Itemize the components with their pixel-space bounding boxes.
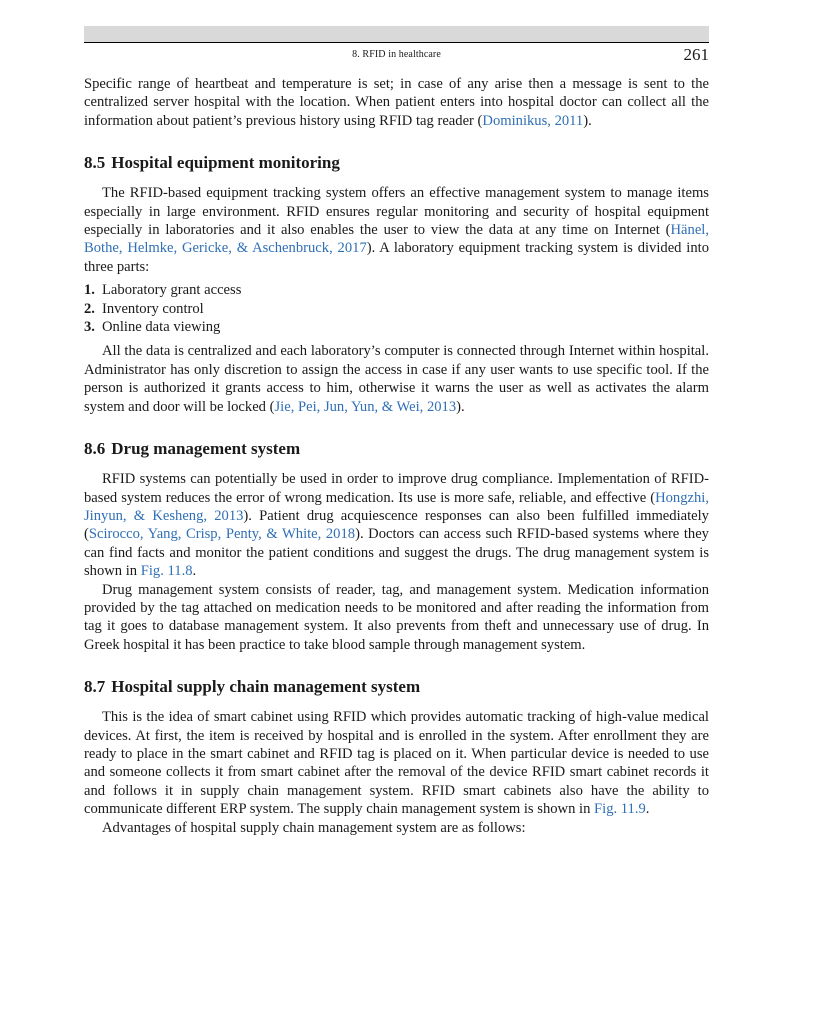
section-heading-8-5: 8.5 Hospital equipment monitoring [84, 153, 340, 173]
paragraph: This is the idea of smart cabinet using RFID which provides automatic tracking of high-value medical devices. At first, the item is received by hospital and is enrolled in the system. After enrollment they are ready to place in the smart cabinet and RFID tag is placed on it. When particular device is needed to use and someone collects it from smart cabinet after the removal of the device RFID smart cabinet records it and follows it in supply chain management system. RFID smart cabinets also have the ability to communicate different ERP system. The supply chain management system is shown in Fig. 11.9. [84, 709, 709, 818]
paragraph: Drug management system consists of reader, tag, and management system. Medication information provided by the tag attached on medication needs to be monitored and after reading the information from tag it goes to database management system. It also prevents from theft and unnecessary use of drug. In Greek hospital it has been practice to take blood sample through management system. [84, 581, 709, 653]
paragraph: Advantages of hospital supply chain management system are as follows: [102, 819, 526, 836]
citation-link[interactable]: Hongzhi, Jinyun, & Kesheng, 2013 [84, 489, 709, 524]
section-heading-8-7: 8.7 Hospital supply chain management system [84, 677, 421, 697]
list-item: 2. Inventory control [84, 300, 204, 317]
page-number: 261 [683, 45, 709, 64]
section-heading-8-6: 8.6 Drug management system [84, 439, 301, 459]
header-bar [84, 26, 709, 43]
running-head [84, 43, 709, 69]
intro-paragraph: Specific range of heartbeat and temperature is set; in case of any arise then a message is sent to the centralized server hospital with the location. When patient enters into hospital doctor can collect all the information about patient’s previous history using RFID tag reader (Dominikus, 2011). [84, 76, 709, 129]
list-item: 3. Online data viewing [84, 319, 221, 336]
paragraph: RFID systems can potentially be used in order to improve drug compliance. Implementation of RFID-based system reduces the error of wrong medication. Its use is more safe, reliable, and effective (Hongzhi, Jinyun, & Kesheng, 2013). Patient drug acquiescence responses can also been fulfilled immediately (Scirocco, Yang, Crisp, Penty, & White, 2018). Doctors can access such RFID-based systems where they can find facts and monitor the patient conditions and suggest the drugs. The drug management system is shown in Fig. 11.8. [84, 471, 709, 580]
page [84, 26, 709, 837]
figure-link[interactable]: Fig. 11.9 [594, 801, 646, 818]
parts-list [84, 281, 709, 336]
citation-link[interactable]: Scirocco, Yang, Crisp, Penty, & White, 2018 [88, 526, 356, 543]
figure-link[interactable]: Fig. 11.8 [140, 563, 193, 580]
citation-link[interactable]: Dominikus, 2011 [482, 112, 584, 129]
list-item: 1. Laboratory grant access [84, 282, 242, 299]
running-title: 8. RFID in healthcare [352, 49, 441, 60]
citation-link[interactable]: Jie, Pei, Jun, Yun, & Wei, 2013 [274, 398, 457, 415]
paragraph: All the data is centralized and each laboratory’s computer is connected through Internet within hospital. Administrator has only discretion to assign the access in case if any user wants to use specific tool. If the person is authorized it grants access to him, otherwise it warns the user as well as activates the alarm system and door will be locked (Jie, Pei, Jun, Yun, & Wei, 2013). [84, 343, 709, 415]
citation-link[interactable]: Hänel, Bothe, Helmke, Gericke, & Aschenbruck, 2017 [84, 222, 709, 257]
paragraph: The RFID-based equipment tracking system offers an effective management system to manage items especially in large environment. RFID ensures regular monitoring and security of hospital equipment especially in laboratories and it also enables the user to view the data at any time on Internet (Hänel, Bothe, Helmke, Gericke, & Aschenbruck, 2017). A laboratory equipment tracking system is divided into three parts: [84, 185, 710, 275]
